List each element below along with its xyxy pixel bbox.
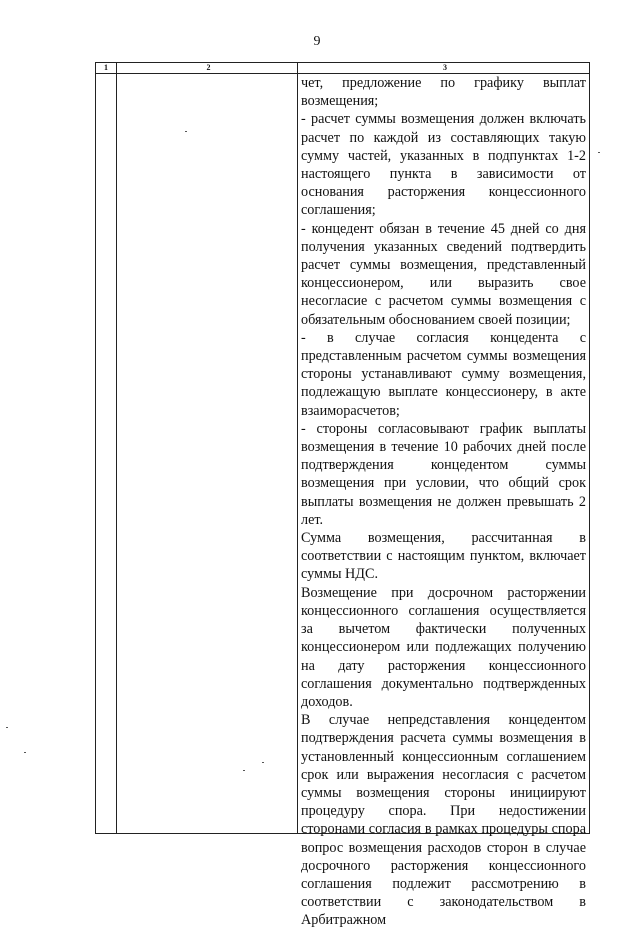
column-divider — [116, 63, 117, 833]
scan-speck — [598, 152, 600, 153]
scan-speck — [185, 131, 187, 132]
paragraph: - расчет суммы возмещения должен включать расчет по каждой из составляющих такую сумму частей, указанных в подпунктах 1-2 настоящего пункта в зависимости от основания расторжения концессионного соглашения; — [301, 111, 586, 219]
column-header-3: 3 — [443, 63, 447, 72]
column-header-1: 1 — [104, 63, 108, 72]
table-header-row — [96, 63, 589, 74]
paragraph: - стороны согласовывают график выплаты возмещения в течение 10 рабочих дней после подтверждения концедентом суммы возмещения при условии, что общий срок выплаты возмещения не должен превышать 2 лет. — [301, 420, 586, 528]
scan-speck — [243, 770, 245, 771]
scan-speck — [262, 762, 264, 763]
column-header-2: 2 — [206, 63, 211, 72]
column-divider — [297, 63, 298, 833]
column-3-cell — [301, 74, 586, 930]
paragraph: - концедент обязан в течение 45 дней со дня получения указанных сведений подтвердить расчет суммы возмещения, представленный концессионером, или выразить свое несогласие с расчетом суммы возмещения с обязательным обоснованием своей позиции; — [301, 220, 586, 328]
paragraph: Сумма возмещения, рассчитанная в соответствии с настоящим пунктом, включает суммы НДС. — [301, 530, 586, 583]
paragraph: Возмещение при досрочном расторжении концессионного соглашения осуществляется за вычетом фактически полученных концессионером или подлежащих получению на дату расторжения концессионного соглашения документально подтвержденных доходов. — [301, 584, 586, 710]
paragraph: чет, предложение по графику выплат возмещения; — [301, 75, 586, 110]
document-table — [95, 62, 590, 929]
scan-speck — [6, 727, 8, 728]
paragraph: В случае непредставления концедентом подтверждения расчета суммы возмещения в установленный концессионным соглашением срок или выражения несогласия с расчетом суммы возмещения стороны инициируют процедуру спора. При недостижении сторонами согласия в рамках процедуры спора вопрос возмещения расходов сторон в случае досрочного расторжения концессионного соглашения подлежит рассмотрению в соответствии с законодательством в Арбитражном — [301, 712, 586, 929]
scan-speck — [24, 752, 26, 753]
page-number: 9 — [313, 34, 321, 49]
paragraph: - в случае согласия концедента с представленным расчетом суммы возмещения стороны устанавливают сумму возмещения, подлежащую выплате концессионеру, в акте взаиморасчетов; — [301, 329, 586, 419]
